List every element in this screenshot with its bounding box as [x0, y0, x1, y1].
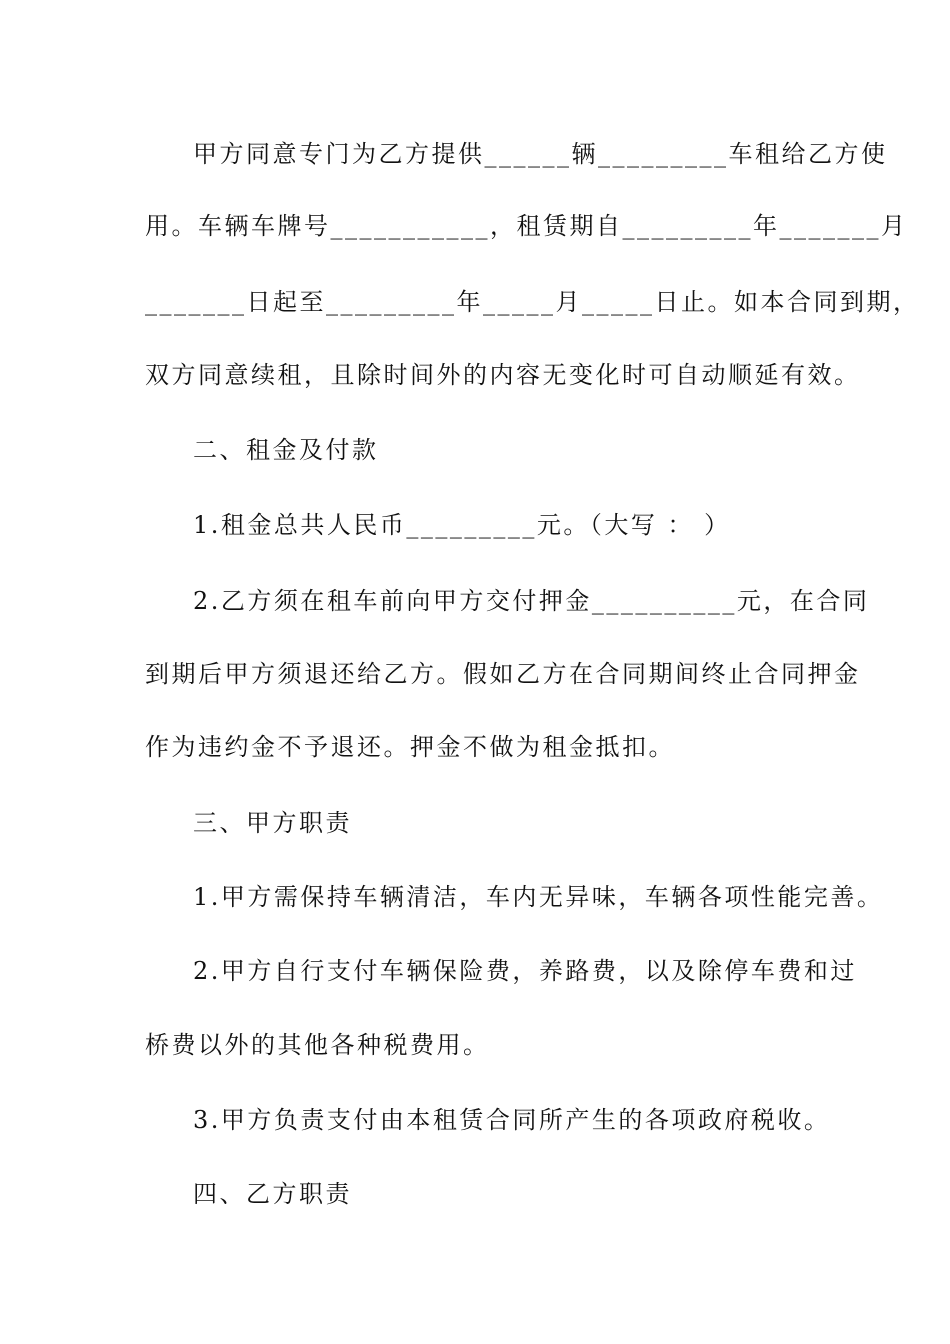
list-item-party-a-3: 3.甲方负责支付由本租赁合同所产生的各项政府税收。 — [193, 1106, 831, 1134]
list-item-rent-total: 1.租金总共人民币_________元。（大写 ： ） — [193, 511, 731, 539]
list-item-party-a-2-line-1: 2.甲方自行支付车辆保险费，养路费，以及除停车费和过 — [193, 957, 857, 985]
list-item-party-a-2-line-2: 桥费以外的其他各种税费用。 — [145, 1031, 490, 1059]
list-item-deposit-line-1: 2.乙方须在租车前向甲方交付押金__________元，在合同 — [193, 587, 870, 615]
list-item-deposit-line-3: 作为违约金不予退还。押金不做为租金抵扣。 — [145, 733, 675, 761]
paragraph-line-3: _______日起至_________年_____月_____日止。如本合同到期， — [145, 288, 920, 316]
paragraph-line-4: 双方同意续租，且除时间外的内容无变化时可自动顺延有效。 — [145, 361, 861, 389]
list-item-party-a-1: 1.甲方需保持车辆清洁，车内无异味，车辆各项性能完善。 — [193, 883, 884, 911]
paragraph-line-2: 用。车辆车牌号___________，租赁期自_________年_______月 — [145, 212, 908, 240]
section-heading-party-a: 三、甲方职责 — [193, 809, 352, 837]
section-heading-rent: 二、租金及付款 — [193, 436, 379, 464]
section-heading-party-b: 四、乙方职责 — [193, 1180, 352, 1208]
paragraph-line-1: 甲方同意专门为乙方提供______辆_________车租给乙方使 — [193, 140, 888, 168]
list-item-deposit-line-2: 到期后甲方须退还给乙方。假如乙方在合同期间终止合同押金 — [145, 660, 861, 688]
